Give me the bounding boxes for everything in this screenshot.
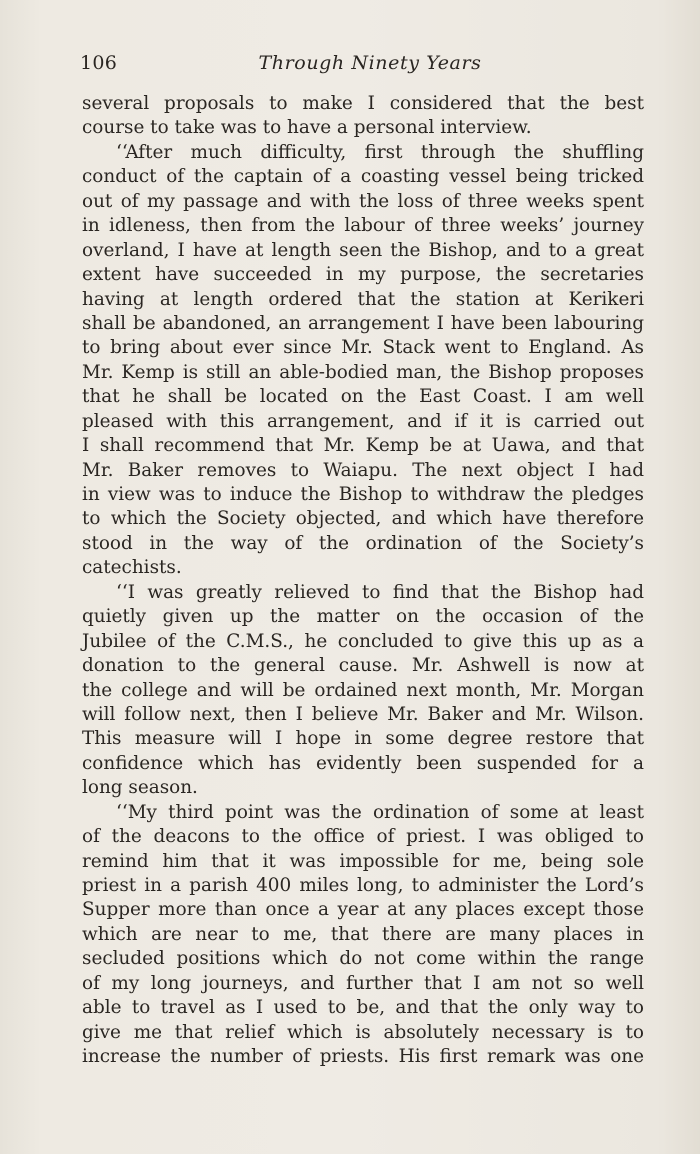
text-line: extent have succeeded in my purpose, the secretaries	[82, 264, 644, 286]
text-line: give me that relief which is absolutely necessary is to	[82, 1021, 644, 1043]
text-line: course to take was to have a personal interview.	[82, 117, 532, 139]
text-line: overland, I have at length seen the Bishop, and to a great	[82, 239, 644, 261]
text-line: that he shall be located on the East Coast. I am well	[82, 386, 644, 408]
page-number: 106	[80, 52, 118, 74]
text-line: catechists.	[82, 557, 182, 579]
text-line: This measure will I hope in some degree restore that	[82, 728, 644, 750]
text-line: able to travel as I used to be, and that the only way to	[82, 997, 644, 1019]
text-line: out of my passage and with the loss of three weeks spent	[82, 190, 644, 212]
text-line: to which the Society objected, and which have therefore	[82, 508, 644, 530]
text-line: Mr. Kemp is still an able-bodied man, the Bishop proposes	[82, 361, 644, 383]
text-line: in idleness, then from the labour of three weeks’ journey	[82, 215, 644, 237]
text-line: Jubilee of the C.M.S., he concluded to give this up as a	[82, 630, 644, 652]
text-line: ‘‘My third point was the ordination of some at least	[116, 801, 644, 823]
text-line: conduct of the captain of a coasting vessel being tricked	[82, 166, 644, 188]
text-line: shall be abandoned, an arrangement I have been labouring	[82, 312, 644, 334]
text-line: donation to the general cause. Mr. Ashwell is now at	[82, 655, 644, 677]
text-line: which are near to me, that there are many places in	[82, 923, 644, 945]
text-line: the college and will be ordained next month, Mr. Morgan	[82, 679, 644, 701]
text-line: ‘‘I was greatly relieved to find that the Bishop had	[116, 581, 644, 603]
text-line: I shall recommend that Mr. Kemp be at Uawa, and that	[82, 435, 644, 457]
text-line: of the deacons to the office of priest. I was obliged to	[82, 826, 644, 848]
text-line: pleased with this arrangement, and if it is carried out	[82, 410, 644, 432]
text-line: confidence which has evidently been suspended for a	[82, 752, 644, 774]
text-line: quietly given up the matter on the occasion of the	[82, 606, 644, 628]
text-line: priest in a parish 400 miles long, to administer the Lord’s	[82, 875, 644, 896]
text-line: secluded positions which do not come within the range	[82, 948, 644, 970]
text-line: will follow next, then I believe Mr. Baker and Mr. Wilson.	[82, 703, 644, 725]
text-line: long season.	[82, 777, 198, 799]
text-line: remind him that it was impossible for me, being sole	[82, 850, 644, 872]
text-line: to bring about ever since Mr. Stack went to England. As	[82, 337, 644, 359]
text-line: of my long journeys, and further that I am not so well	[82, 972, 644, 994]
text-line: Mr. Baker removes to Waiapu. The next object I had	[82, 459, 644, 481]
text-line: stood in the way of the ordination of the Society’s	[82, 532, 644, 554]
text-line: Supper more than once a year at any places except those	[82, 899, 644, 921]
text-line: having at length ordered that the station at Kerikeri	[82, 288, 644, 310]
text-line: in view was to induce the Bishop to withdraw the pledges	[82, 484, 644, 505]
text-line: increase the number of priests. His first remark was one	[82, 1046, 644, 1068]
running-title: Through Ninety Years	[258, 52, 482, 74]
body-text	[82, 92, 644, 1070]
page-header	[80, 52, 642, 80]
text-line: several proposals to make I considered that the best	[82, 93, 644, 114]
text-line: ‘‘After much difficulty, first through the shuffling	[116, 141, 644, 163]
